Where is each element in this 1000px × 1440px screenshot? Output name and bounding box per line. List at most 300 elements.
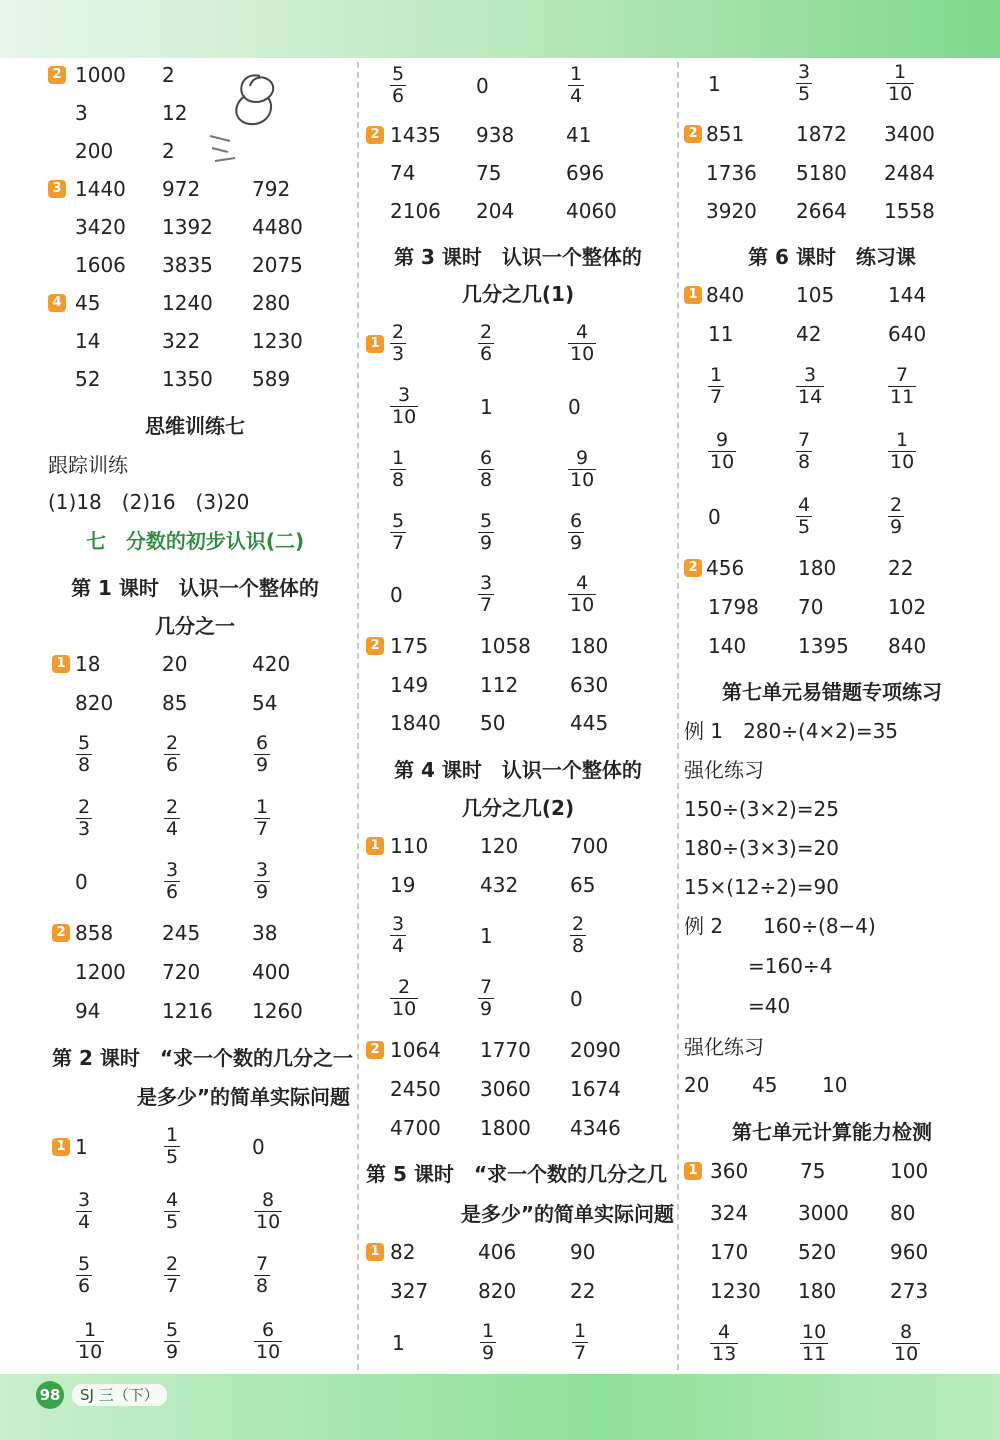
answer-cell: 4700 <box>390 1116 441 1140</box>
answer-cell: 52 <box>75 367 101 391</box>
unit-title: 七 分数的初步认识(二) <box>85 529 305 553</box>
answer-cell: 1058 <box>480 634 531 658</box>
answer-cell: 45 <box>752 1073 778 1097</box>
answer-cell: 14 <box>75 329 101 353</box>
answer-cell: 696 <box>566 161 605 185</box>
fraction <box>478 511 494 554</box>
answer-cell: 1770 <box>480 1038 531 1062</box>
answer-cell: 3420 <box>75 215 126 239</box>
denominator: 6 <box>166 881 179 903</box>
numerator: 9 <box>576 447 589 469</box>
denominator: 10 <box>570 469 595 491</box>
equation-text: 15×(12÷2)=90 <box>684 875 839 899</box>
answer-cell: 1674 <box>570 1077 621 1101</box>
answer-cell: 406 <box>478 1240 517 1264</box>
answer-cell: 1392 <box>162 215 213 239</box>
answer-cell: 1240 <box>162 291 213 315</box>
answer-cell: 700 <box>570 834 609 858</box>
fraction-row <box>40 1124 350 1168</box>
question-badge: 2 <box>48 66 66 84</box>
answer-cell: 280 <box>252 291 291 315</box>
fraction-row <box>362 447 674 491</box>
answer-cell: 2450 <box>390 1077 441 1101</box>
answer-cell: 38 <box>252 921 278 945</box>
fraction <box>164 1254 180 1297</box>
denominator: 9 <box>166 1341 179 1363</box>
fraction-row <box>682 61 982 105</box>
answer-cell: 11 <box>708 322 734 346</box>
answer-cell: 3060 <box>480 1077 531 1101</box>
numerator: 1 <box>570 63 583 85</box>
fraction <box>254 1320 282 1363</box>
numerator: 3 <box>392 913 405 935</box>
numerator: 6 <box>256 732 269 754</box>
lesson-title: 第 1 课时 认识一个整体的 <box>71 576 319 600</box>
answer-cell: 1440 <box>75 177 126 201</box>
question-badge: 1 <box>52 655 70 673</box>
denominator: 13 <box>712 1343 737 1365</box>
fraction <box>164 733 180 776</box>
answer-cell: 420 <box>252 652 291 676</box>
fraction <box>164 860 180 903</box>
answer-cell: 3000 <box>798 1201 849 1225</box>
denominator: 10 <box>256 1211 281 1233</box>
fraction-row <box>682 494 982 538</box>
denominator: 5 <box>166 1146 179 1168</box>
answer-cell: 22 <box>570 1279 596 1303</box>
numerator: 5 <box>392 63 405 85</box>
numerator: 3 <box>798 61 811 83</box>
fraction <box>390 977 418 1020</box>
question-badge: 2 <box>684 125 702 143</box>
answer-cell: 0 <box>75 870 88 894</box>
fraction-row <box>362 1320 674 1364</box>
example-text: 例 1 280÷(4×2)=35 <box>684 719 899 743</box>
fraction <box>568 511 584 554</box>
numerator: 3 <box>78 1189 91 1211</box>
fraction-row <box>362 572 674 616</box>
fraction <box>796 430 812 473</box>
denominator: 10 <box>570 594 595 616</box>
numerator: 1 <box>574 1320 587 1342</box>
answer-cell: 18 <box>75 652 101 676</box>
answer-cell: 1230 <box>252 329 303 353</box>
question-badge: 2 <box>52 924 70 942</box>
answer-cell: 4480 <box>252 215 303 239</box>
answer-row <box>362 1271 674 1311</box>
answer-row <box>40 93 350 133</box>
denominator: 10 <box>570 343 595 365</box>
fraction <box>568 448 596 491</box>
denominator: 11 <box>890 386 915 408</box>
answer-cell: 140 <box>708 634 747 658</box>
fraction-row <box>362 913 674 957</box>
fraction <box>708 365 724 408</box>
answer-row <box>362 1108 674 1148</box>
answer-cell: 640 <box>888 322 927 346</box>
fraction-row <box>40 732 350 776</box>
question-badge: 1 <box>366 837 384 855</box>
answer-cell: 1435 <box>390 123 441 147</box>
answer-cell: 3920 <box>706 199 757 223</box>
denominator: 3 <box>392 343 405 365</box>
question-badge: 1 <box>52 1138 70 1156</box>
numerator: 4 <box>576 572 589 594</box>
answer-cell: 1872 <box>796 122 847 146</box>
answer-cell: 1260 <box>252 999 303 1023</box>
answer-cell: 75 <box>476 161 502 185</box>
answer-row <box>362 626 674 666</box>
numerator: 4 <box>576 321 589 343</box>
fraction <box>478 322 494 365</box>
answer-cell: 0 <box>570 987 583 1011</box>
numerator: 2 <box>166 732 179 754</box>
question-badge: 4 <box>48 294 66 312</box>
fraction <box>164 1125 180 1168</box>
denominator: 8 <box>798 451 811 473</box>
denominator: 8 <box>78 754 91 776</box>
question-badge: 2 <box>366 1041 384 1059</box>
denominator: 7 <box>256 818 269 840</box>
question-badge: 2 <box>366 126 384 144</box>
lesson-title: 第 4 课时 认识一个整体的 <box>394 758 642 782</box>
answer-cell: 1350 <box>162 367 213 391</box>
answer-row <box>40 913 350 953</box>
fraction <box>390 64 406 107</box>
lesson-title: 是多少”的简单实际问题 <box>136 1085 350 1109</box>
numerator: 2 <box>890 494 903 516</box>
answer-row <box>682 587 982 627</box>
answer-row <box>362 826 674 866</box>
denominator: 6 <box>166 754 179 776</box>
numerator: 3 <box>166 859 179 881</box>
fraction <box>570 914 586 957</box>
answer-row <box>362 865 674 905</box>
fraction <box>568 573 596 616</box>
answer-cell: 204 <box>476 199 515 223</box>
denominator: 9 <box>482 1342 495 1364</box>
denominator: 10 <box>78 1341 103 1363</box>
answer-row <box>362 665 674 705</box>
numerator: 2 <box>392 321 405 343</box>
fraction-row <box>362 63 674 107</box>
fraction <box>478 573 494 616</box>
denominator: 5 <box>798 83 811 105</box>
question-badge: 1 <box>366 1243 384 1261</box>
answer-row <box>40 952 350 992</box>
fraction-row <box>40 1253 350 1297</box>
fraction <box>886 62 914 105</box>
answer-cell: 2106 <box>390 199 441 223</box>
answer-cell: 1000 <box>75 63 126 87</box>
answer-cell: 90 <box>570 1240 596 1264</box>
numerator: 10 <box>802 1321 827 1343</box>
fraction <box>710 1322 738 1365</box>
denominator: 4 <box>78 1211 91 1233</box>
fraction <box>76 1190 92 1233</box>
denominator: 7 <box>166 1275 179 1297</box>
numerator: 2 <box>166 1253 179 1275</box>
answer-cell: 144 <box>888 283 927 307</box>
answer-row <box>40 283 350 323</box>
lesson-title: 第 5 课时 “求一个数的几分之几 <box>366 1162 667 1186</box>
answer-cell: 54 <box>252 691 278 715</box>
answer-cell: 180 <box>798 1279 837 1303</box>
answer-cell: 110 <box>390 834 429 858</box>
answer-cell: 840 <box>888 634 927 658</box>
numerator: 2 <box>166 796 179 818</box>
question-badge: 3 <box>48 180 66 198</box>
answer-cell: 456 <box>706 556 745 580</box>
numerator: 7 <box>480 976 493 998</box>
page-number-badge: 98 <box>36 1381 64 1409</box>
answer-cell: 445 <box>570 711 609 735</box>
answer-cell: 2075 <box>252 253 303 277</box>
numerator: 3 <box>398 384 411 406</box>
answer-cell: 1064 <box>390 1038 441 1062</box>
equation-text: 180÷(3×3)=20 <box>684 836 839 860</box>
fraction-row <box>682 364 982 408</box>
answer-cell: 858 <box>75 921 114 945</box>
fraction <box>568 322 596 365</box>
answer-cell: 45 <box>75 291 101 315</box>
fraction <box>76 797 92 840</box>
numerator: 7 <box>896 364 909 386</box>
answer-cell: 432 <box>480 873 519 897</box>
answer-cell: 820 <box>478 1279 517 1303</box>
answer-cell: 1800 <box>480 1116 531 1140</box>
numerator: 1 <box>166 1124 179 1146</box>
fraction <box>478 448 494 491</box>
lesson-title: 第 6 课时 练习课 <box>748 245 916 269</box>
fraction <box>254 733 270 776</box>
numerator: 6 <box>480 447 493 469</box>
fraction <box>478 977 494 1020</box>
column-divider-2 <box>677 62 679 1370</box>
question-badge: 1 <box>366 335 384 353</box>
answer-cell: 360 <box>710 1159 749 1183</box>
answer-cell: 170 <box>710 1240 749 1264</box>
answer-cell: 1798 <box>708 595 759 619</box>
question-badge: 2 <box>366 637 384 655</box>
fraction-row <box>682 429 982 473</box>
answer-cell: 4060 <box>566 199 617 223</box>
answer-cell: 80 <box>890 1201 916 1225</box>
answer-cell: 20 <box>684 1073 710 1097</box>
fraction <box>796 62 812 105</box>
answer-cell: 589 <box>252 367 291 391</box>
lesson-title: 几分之几(2) <box>461 796 575 820</box>
denominator: 10 <box>392 998 417 1020</box>
answer-cell: 2664 <box>796 199 847 223</box>
numerator: 8 <box>262 1189 275 1211</box>
answer-cell: 105 <box>796 283 835 307</box>
denominator: 9 <box>480 532 493 554</box>
answer-cell: 200 <box>75 139 114 163</box>
fraction <box>76 1320 104 1363</box>
fraction <box>254 860 270 903</box>
numerator: 1 <box>482 1320 495 1342</box>
answer-cell: 2 <box>162 63 175 87</box>
answer-row <box>682 1232 982 1272</box>
numerator: 5 <box>78 732 91 754</box>
fraction-row <box>362 510 674 554</box>
equation-text: =40 <box>748 994 791 1018</box>
answer-cell: 70 <box>798 595 824 619</box>
answer-cell: 0 <box>252 1135 265 1159</box>
answer-row <box>40 321 350 361</box>
answer-text: (1)18 (2)16 (3)20 <box>48 490 250 514</box>
numerator: 1 <box>896 429 909 451</box>
lesson-title: 几分之一 <box>155 614 235 638</box>
fraction <box>480 1321 496 1364</box>
numerator: 3 <box>480 572 493 594</box>
denominator: 8 <box>572 935 585 957</box>
answer-cell: 960 <box>890 1240 929 1264</box>
fraction <box>796 495 812 538</box>
answer-row <box>682 191 982 231</box>
numerator: 6 <box>570 510 583 532</box>
numerator: 1 <box>392 447 405 469</box>
fraction <box>568 64 584 107</box>
answer-row <box>682 114 982 154</box>
denominator: 9 <box>890 516 903 538</box>
answer-cell: 1 <box>708 72 721 96</box>
fraction-row <box>40 1319 350 1363</box>
denominator: 7 <box>392 532 405 554</box>
denominator: 10 <box>894 1343 919 1365</box>
answer-row <box>362 1232 674 1272</box>
denominator: 9 <box>570 532 583 554</box>
fraction-row <box>40 1189 350 1233</box>
answer-cell: 0 <box>568 395 581 419</box>
answer-cell: 1200 <box>75 960 126 984</box>
answer-cell: 102 <box>888 595 927 619</box>
numerator: 5 <box>166 1319 179 1341</box>
answer-row <box>362 703 674 743</box>
numerator: 1 <box>256 796 269 818</box>
numerator: 5 <box>480 510 493 532</box>
answer-cell: 82 <box>390 1240 416 1264</box>
answer-cell: 972 <box>162 177 201 201</box>
numerator: 7 <box>256 1253 269 1275</box>
fraction <box>76 733 92 776</box>
answer-cell: 0 <box>390 583 403 607</box>
answer-cell: 327 <box>390 1279 429 1303</box>
fraction-row <box>40 796 350 840</box>
denominator: 3 <box>78 818 91 840</box>
column-divider-1 <box>357 62 359 1370</box>
denominator: 10 <box>890 451 915 473</box>
answer-cell: 12 <box>162 101 188 125</box>
fraction <box>390 322 406 365</box>
answer-row <box>362 191 674 231</box>
section-title: 第七单元易错题专项练习 <box>722 680 942 704</box>
answer-row <box>40 207 350 247</box>
numerator: 8 <box>900 1321 913 1343</box>
numerator: 1 <box>84 1319 97 1341</box>
answer-row <box>682 275 982 315</box>
answer-cell: 75 <box>800 1159 826 1183</box>
numerator: 2 <box>78 796 91 818</box>
numerator: 6 <box>262 1319 275 1341</box>
fraction-row <box>362 384 674 428</box>
answer-row <box>362 115 674 155</box>
answer-row <box>40 169 350 209</box>
fraction <box>76 1254 92 1297</box>
numerator: 2 <box>480 321 493 343</box>
denominator: 5 <box>166 1211 179 1233</box>
fraction <box>164 797 180 840</box>
answer-row <box>40 683 350 723</box>
fraction-row <box>682 1321 982 1365</box>
answer-cell: 74 <box>390 161 416 185</box>
question-badge: 1 <box>684 1162 702 1180</box>
answer-row <box>40 359 350 399</box>
numerator: 5 <box>78 1253 91 1275</box>
denominator: 9 <box>256 754 269 776</box>
answer-row <box>40 245 350 285</box>
lesson-title: 第 3 课时 认识一个整体的 <box>394 245 642 269</box>
answer-cell: 0 <box>708 505 721 529</box>
section-title: 思维训练七 <box>145 414 245 438</box>
denominator: 6 <box>480 343 493 365</box>
numerator: 5 <box>392 510 405 532</box>
denominator: 8 <box>256 1275 269 1297</box>
answer-cell: 851 <box>706 122 745 146</box>
answer-row <box>362 1069 674 1109</box>
fraction <box>254 1190 282 1233</box>
answer-cell: 792 <box>252 177 291 201</box>
answer-cell: 22 <box>888 556 914 580</box>
fraction <box>800 1322 828 1365</box>
fraction <box>254 797 270 840</box>
denominator: 10 <box>710 451 735 473</box>
answer-cell: 41 <box>566 123 592 147</box>
answer-row <box>40 131 350 171</box>
denominator: 7 <box>710 386 723 408</box>
answer-row <box>40 55 350 95</box>
denominator: 14 <box>798 386 823 408</box>
denominator: 6 <box>78 1275 91 1297</box>
answer-cell: 1230 <box>710 1279 761 1303</box>
answer-cell: 100 <box>890 1159 929 1183</box>
answer-cell: 322 <box>162 329 201 353</box>
answer-row <box>682 548 982 588</box>
answer-row <box>682 1271 982 1311</box>
answer-cell: 324 <box>710 1201 749 1225</box>
answer-cell: 180 <box>570 634 609 658</box>
answer-cell: 1606 <box>75 253 126 277</box>
numerator: 1 <box>710 364 723 386</box>
numerator: 2 <box>572 913 585 935</box>
answer-cell: 42 <box>796 322 822 346</box>
denominator: 11 <box>802 1343 827 1365</box>
fraction <box>164 1190 180 1233</box>
answer-cell: 840 <box>706 283 745 307</box>
denominator: 9 <box>256 881 269 903</box>
answer-row <box>682 1193 982 1233</box>
answer-row <box>362 153 674 193</box>
answer-row <box>40 991 350 1031</box>
fraction <box>572 1321 588 1364</box>
answer-cell: 85 <box>162 691 188 715</box>
denominator: 8 <box>480 469 493 491</box>
answer-cell: 273 <box>890 1279 929 1303</box>
answer-cell: 2 <box>162 139 175 163</box>
fraction <box>390 511 406 554</box>
denominator: 9 <box>480 998 493 1020</box>
